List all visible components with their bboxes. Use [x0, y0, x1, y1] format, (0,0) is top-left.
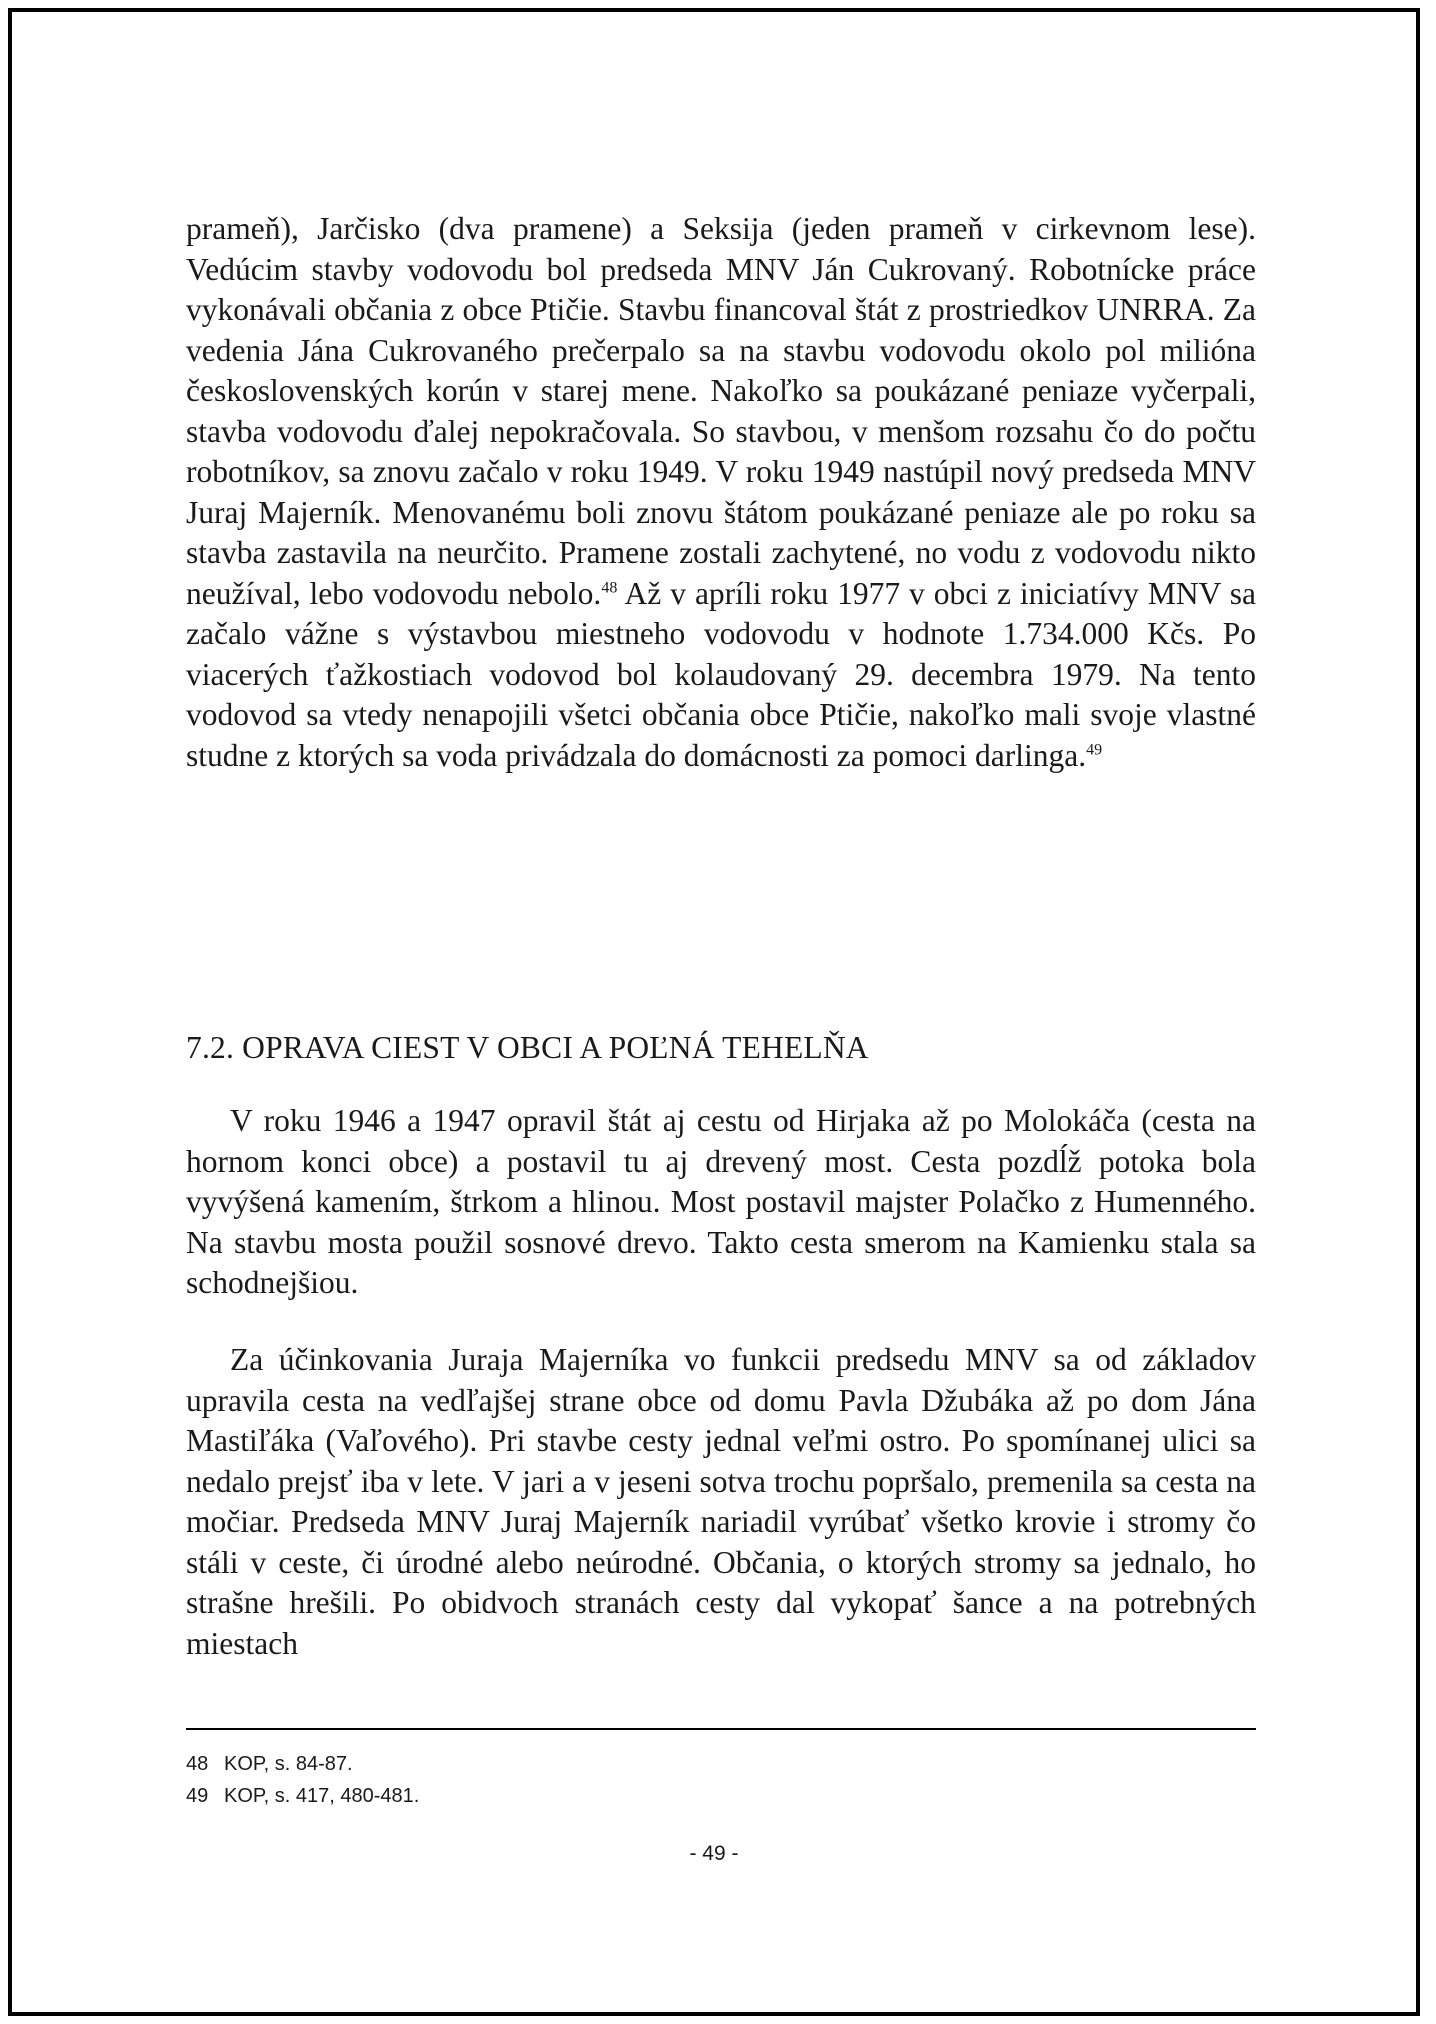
footnote-number: 48: [186, 1753, 209, 1775]
footnote-number: 49: [186, 1785, 209, 1807]
book-page: [8, 8, 1420, 2016]
footnote-ref-48: 48: [601, 579, 618, 596]
section-heading: 7.2. OPRAVA CIEST V OBCI A POĽNÁ TEHELŇA: [186, 1030, 869, 1065]
footnote-divider: [186, 1728, 1256, 1730]
page-number: - 49 -: [689, 1842, 739, 1865]
footnotes: [186, 1748, 1256, 1812]
paragraph-text: Za účinkovania Juraja Majerníka vo funkcii predsedu MNV sa od základov upravila cesta na vedľajšej strane obce od domu Pavla Džubáka až po dom Jána Mastiľáka (Vaľového). Pri stavbe cesty jednal veľmi ostro. Po spomínanej ulici sa nedalo prejsť iba v lete. V jari a v jeseni sotva trochu popršalo, premenila sa cesta na močiar. Predseda MNV Juraj Majerník nariadil vyrúbať všetko krovie i stromy čo stáli v ceste, či úrodné alebo neúrodné. Občania, o ktorých stromy sa jednalo, ho strašne hrešili. Po obidvoch stranách cesty dal vykopať šance a na potrebných miestach: [186, 1342, 1256, 1661]
paragraph-text: Až v apríli roku 1977 v obci z iniciatívy MNV sa začalo vážne s výstavbou miestneho vodovodu v hodnote 1.734.000 Kčs. Po viacerých ťažkostiach vodovod bol kolaudovaný 29. decembra 1979. Na tento vodovod sa vtedy nenapojili všetci občania obce Ptičie, nakoľko mali svoje vlastné studne z ktorých sa voda privádzala do domácnosti za pomoci darlinga.: [186, 575, 1256, 773]
footnote-48: [186, 1748, 1256, 1780]
paragraph-text: V roku 1946 a 1947 opravil štát aj cestu od Hirjaka až po Molokáča (cesta na hornom konci obce) a postavil tu aj drevený most. Cesta pozdĺž potoka bola vyvýšená kamením, štrkom a hlinou. Most postavil majster Polačko z Humenného. Na stavbu mosta použil sosnové drevo. Takto cesta smerom na Kamienku stala sa schodnejšiou.: [186, 1103, 1256, 1300]
paragraph-road-majernik: [186, 1340, 1256, 1664]
paragraph-text: prameň), Jarčisko (dva pramene) a Seksija (jeden prameň v cirkevnom lese). Vedúcim stavby vodovodu bol predseda MNV Ján Cukrovaný. Robotnícke práce vykonávali občania z obce Ptičie. Stavbu financoval štát z prostriedkov UNRRA. Za vedenia Jána Cukrovaného prečerpalo sa na stavbu vodovodu okolo pol milióna československých korún v starej mene. Nakoľko sa poukázané peniaze vyčerpali, stavba vodovodu ďalej nepokračovala. So stavbou, v menšom rozsahu čo do počtu robotníkov, sa znovu začalo v roku 1949. V roku 1949 nastúpil nový predseda MNV Juraj Majerník. Menovanému boli znovu štátom poukázané peniaze ale po roku sa stavba zastavila na neurčito. Pramene zostali zachytené, no vodu z vodovodu nikto neužíval, lebo vodovodu nebolo.: [186, 211, 1256, 611]
footnote-text: KOP, s. 417, 480-481.: [224, 1785, 420, 1807]
paragraph-water-supply: [186, 209, 1256, 776]
footnote-49: [186, 1780, 1256, 1812]
paragraph-road-repair: [186, 1101, 1256, 1304]
footnote-ref-49: 49: [1086, 741, 1103, 758]
footnote-text: KOP, s. 84-87.: [224, 1753, 353, 1775]
